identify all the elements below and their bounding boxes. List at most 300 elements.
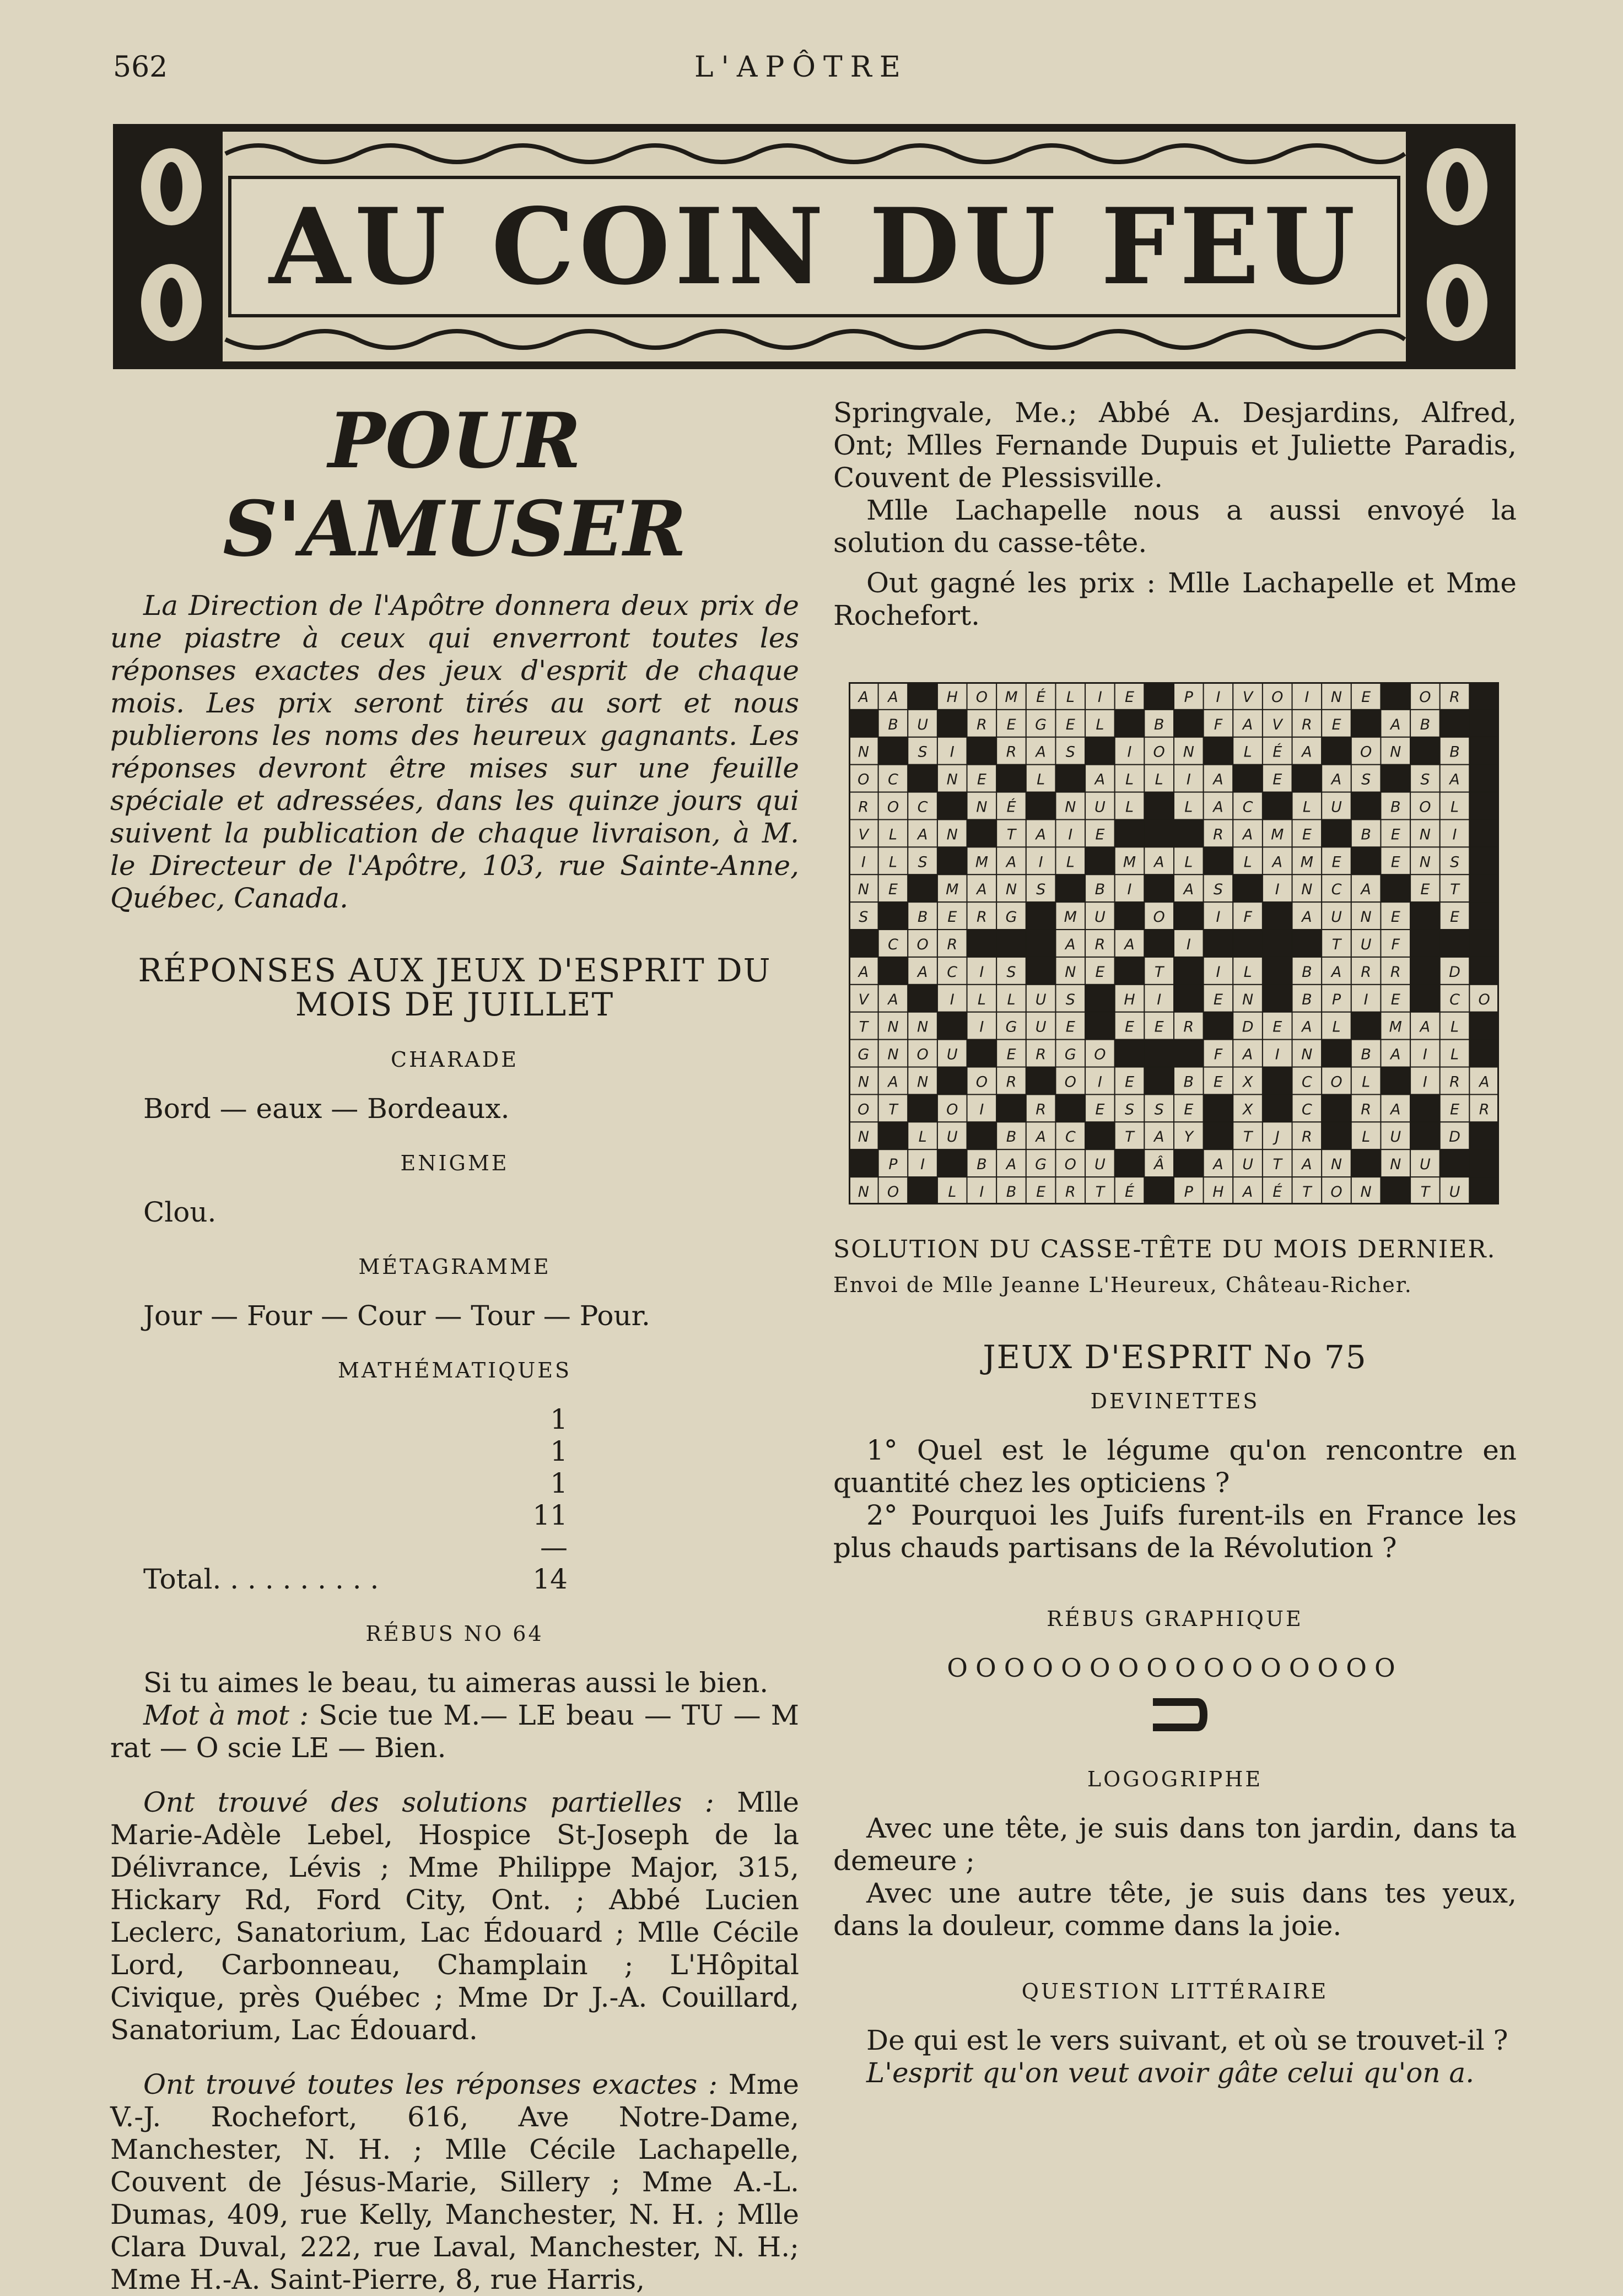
- grid-letter: I: [1216, 963, 1221, 981]
- grid-letter: U: [1242, 1156, 1253, 1174]
- grid-letter: D: [1449, 963, 1460, 981]
- grid-black-cell: [1115, 819, 1145, 847]
- grid-black-cell: [1204, 930, 1233, 957]
- grid-letter: G: [1064, 1046, 1076, 1063]
- grid-letter: V: [858, 991, 869, 1008]
- grid-letter: A: [1302, 1156, 1312, 1174]
- left-column: [110, 397, 799, 2296]
- grid-black-cell: [1410, 902, 1440, 930]
- grid-letter: U: [946, 1046, 958, 1063]
- grid-letter: L: [977, 991, 986, 1008]
- grid-black-cell: [908, 985, 937, 1012]
- grid-letter: O: [887, 1184, 899, 1201]
- grid-letter: A: [1331, 771, 1342, 788]
- grid-letter: R: [1361, 1101, 1372, 1119]
- grid-black-cell: [967, 737, 997, 765]
- grid-letter: L: [1243, 743, 1252, 761]
- grid-black-cell: [1263, 1067, 1292, 1095]
- grid-black-cell: [1115, 902, 1145, 930]
- grid-letter: R: [858, 798, 869, 816]
- grid-letter: A: [1153, 853, 1164, 871]
- grid-black-cell: [1469, 682, 1499, 710]
- grid-letter: T: [1302, 1184, 1312, 1201]
- grid-letter: S: [1449, 853, 1460, 871]
- grid-letter: R: [1449, 688, 1460, 706]
- grid-letter: B: [1302, 991, 1312, 1008]
- grid-letter: L: [1362, 1128, 1371, 1146]
- grid-letter: B: [1390, 798, 1401, 816]
- grid-letter: I: [979, 1101, 984, 1119]
- grid-letter: S: [918, 853, 928, 871]
- grid-letter: A: [1036, 743, 1046, 761]
- grid-black-cell: [937, 847, 967, 874]
- charade-heading: CHARADE: [391, 1047, 519, 1072]
- grid-letter: O: [916, 1046, 929, 1063]
- enigme-answer: Clou.: [143, 1196, 217, 1228]
- grid-black-cell: [878, 902, 908, 930]
- grid-black-cell: [1469, 1149, 1499, 1177]
- grid-letter: C: [1065, 1128, 1076, 1146]
- grid-letter: M: [1064, 909, 1077, 926]
- grid-letter: A: [1331, 963, 1342, 981]
- grid-letter: P: [888, 1156, 898, 1174]
- grid-letter: R: [976, 716, 987, 733]
- grid-letter: N: [1419, 826, 1431, 844]
- grid-black-cell: [878, 957, 908, 985]
- grid-letter: N: [858, 743, 869, 761]
- grid-letter: B: [1302, 963, 1312, 981]
- grid-letter: L: [1125, 771, 1134, 788]
- grid-letter: N: [1330, 688, 1342, 706]
- grid-letter: L: [1066, 688, 1075, 706]
- grid-letter: O: [1064, 1073, 1076, 1091]
- question-text: De qui est le vers suivant, et où se trouvet-il ?: [866, 2024, 1508, 2056]
- grid-letter: E: [1213, 1073, 1223, 1091]
- grid-letter: A: [1272, 853, 1282, 871]
- math-lines: [110, 1403, 799, 1563]
- rebus-hook-icon: [833, 1695, 1517, 1741]
- grid-letter: M: [975, 853, 989, 871]
- grid-black-cell: [878, 1122, 908, 1149]
- grid-black-cell: [1144, 1177, 1174, 1204]
- grid-black-cell: [1322, 819, 1351, 847]
- grid-black-cell: [1144, 682, 1174, 710]
- grid-letter: E: [1331, 853, 1341, 871]
- grid-letter: É: [1125, 1184, 1135, 1201]
- grid-letter: U: [1094, 909, 1106, 926]
- grid-black-cell: [908, 765, 937, 792]
- grid-letter: A: [888, 1073, 898, 1091]
- grid-letter: R: [1006, 743, 1017, 761]
- grid-letter: A: [977, 881, 987, 899]
- grid-black-cell: [1263, 957, 1292, 985]
- grid-letter: C: [888, 936, 898, 953]
- grid-letter: H: [946, 688, 958, 706]
- grid-black-cell: [1469, 765, 1499, 792]
- grid-letter: M: [1389, 1018, 1402, 1036]
- grid-black-cell: [1174, 1149, 1204, 1177]
- grid-letter: S: [1006, 963, 1016, 981]
- grid-letter: N: [1390, 743, 1401, 761]
- grid-letter: E: [1095, 1101, 1105, 1119]
- grid-black-cell: [1144, 819, 1174, 847]
- grid-letter: O: [1419, 798, 1431, 816]
- grid-black-cell: [1469, 930, 1499, 957]
- grid-letter: I: [1186, 936, 1191, 953]
- grid-letter: R: [1183, 1018, 1194, 1036]
- grid-letter: H: [1212, 1184, 1224, 1201]
- grid-black-cell: [1263, 985, 1292, 1012]
- question-verse: L'esprit qu'on veut avoir gâte celui qu'on a.: [866, 2057, 1475, 2089]
- grid-letter: R: [1036, 1101, 1047, 1119]
- grid-letter: T: [1420, 1184, 1430, 1201]
- grid-letter: E: [1272, 1018, 1282, 1036]
- grid-letter: A: [1302, 1018, 1312, 1036]
- grid-black-cell: [1351, 1149, 1381, 1177]
- lachapelle-note: Mlle Lachapelle nous a aussi envoyé la solution du casse-tête.: [833, 494, 1517, 559]
- grid-black-cell: [1469, 1040, 1499, 1067]
- grid-black-cell: [1115, 1040, 1145, 1067]
- grid-black-cell: [1026, 1067, 1056, 1095]
- rebus-word-for-word: [110, 1699, 799, 1764]
- grid-black-cell: [1351, 847, 1381, 874]
- grid-letter: J: [1275, 1128, 1280, 1146]
- grid-black-cell: [996, 930, 1026, 957]
- math-line: 11: [532, 1499, 568, 1531]
- grid-letter: I: [1127, 743, 1132, 761]
- grid-letter: L: [1037, 771, 1045, 788]
- charade-answer: Bord — eaux — Bordeaux.: [143, 1093, 510, 1125]
- grid-letter: M: [1300, 853, 1314, 871]
- grid-black-cell: [1174, 957, 1204, 985]
- grid-black-cell: [1174, 902, 1204, 930]
- crossword-grid: [849, 682, 1499, 1204]
- grid-black-cell: [1410, 1094, 1440, 1122]
- grid-letter: S: [1124, 1101, 1135, 1119]
- grid-black-cell: [1410, 737, 1440, 765]
- grid-letter: I: [1157, 991, 1162, 1008]
- grid-letter: N: [1065, 963, 1076, 981]
- grid-letter: U: [946, 1128, 958, 1146]
- grid-letter: B: [1006, 1128, 1017, 1146]
- grid-letter: I: [1422, 1073, 1427, 1091]
- grid-black-cell: [1469, 710, 1499, 737]
- grid-letter: É: [1036, 688, 1046, 706]
- grid-letter: O: [858, 1101, 870, 1119]
- grid-letter: E: [1184, 1101, 1194, 1119]
- grid-black-cell: [908, 682, 937, 710]
- grid-letter: E: [1006, 1046, 1016, 1063]
- rebus-answer: Si tu aimes le beau, tu aimeras aussi le bien.: [143, 1667, 769, 1699]
- grid-letter: N: [1242, 991, 1254, 1008]
- grid-letter: C: [888, 771, 898, 788]
- grid-black-cell: [937, 1012, 967, 1040]
- grid-black-cell: [1440, 1149, 1470, 1177]
- grid-letter: I: [1097, 688, 1102, 706]
- grid-letter: U: [1094, 798, 1106, 816]
- math-total-row: [110, 1563, 799, 1596]
- grid-black-cell: [1085, 985, 1115, 1012]
- grid-letter: A: [1390, 1046, 1401, 1063]
- partial-label: Ont trouvé des solutions partielles :: [143, 1786, 714, 1818]
- grid-letter: A: [1390, 1101, 1401, 1119]
- logogriphe-heading: LOGOGRIPHE: [1087, 1767, 1263, 1791]
- math-line: 1: [550, 1403, 568, 1435]
- grid-letter: I: [1275, 1046, 1280, 1063]
- grid-letter: B: [917, 909, 928, 926]
- grid-letter: A: [1449, 771, 1460, 788]
- grid-letter: M: [1271, 826, 1284, 844]
- grid-letter: N: [858, 881, 869, 899]
- grid-black-cell: [1026, 957, 1056, 985]
- grid-letter: A: [1183, 881, 1194, 899]
- ornamental-banner: [113, 124, 1516, 369]
- grid-black-cell: [1410, 985, 1440, 1012]
- grid-black-cell: [878, 737, 908, 765]
- grid-letter: E: [1450, 909, 1460, 926]
- grid-letter: O: [1271, 688, 1284, 706]
- metagramme-answer: Jour — Four — Cour — Tour — Pour.: [143, 1300, 650, 1332]
- grid-letter: U: [1331, 798, 1342, 816]
- grid-letter: A: [917, 963, 928, 981]
- grid-black-cell: [1204, 1012, 1233, 1040]
- grid-letter: R: [1301, 1128, 1312, 1146]
- grid-letter: L: [1332, 1018, 1341, 1036]
- grid-letter: N: [1183, 743, 1194, 761]
- grid-black-cell: [1469, 902, 1499, 930]
- grid-black-cell: [967, 930, 997, 957]
- grid-black-cell: [937, 792, 967, 820]
- grid-letter: T: [1006, 826, 1016, 844]
- grid-letter: L: [948, 1184, 957, 1201]
- exact-text: Mme V.-J. Rochefort, 616, Ave Notre-Dame, Manchester, N. H. ; Mlle Cécile Lachapelle, Couvent de Jésus-Marie, Sillery ; Mme A.-L. Dumas, 409, rue Kelly, Manchester, N. H. ; Mlle Clara Duval, 222, rue Laval, Manchester, N. H.; Mme H.-A. Saint-Pierre, 8, rue Harris,: [110, 2068, 800, 2295]
- grid-letter: A: [1361, 881, 1371, 899]
- grid-black-cell: [1469, 1012, 1499, 1040]
- right-column-top: [833, 397, 1517, 632]
- grid-letter: L: [1243, 853, 1252, 871]
- grid-letter: L: [1125, 798, 1134, 816]
- logogriphe-line-2: Avec une autre tête, je suis dans tes yeux, dans la douleur, comme dans la joie.: [833, 1877, 1517, 1942]
- grid-black-cell: [1410, 930, 1440, 957]
- grid-letter: E: [1390, 909, 1400, 926]
- winners-note: Out gagné les prix : Mlle Lachapelle et Mme Rochefort.: [833, 567, 1517, 631]
- grid-letter: E: [1125, 688, 1135, 706]
- grid-black-cell: [937, 710, 967, 737]
- grid-letter: N: [946, 826, 958, 844]
- grid-black-cell: [1144, 792, 1174, 820]
- grid-letter: E: [1036, 1184, 1046, 1201]
- grid-black-cell: [937, 1067, 967, 1095]
- grid-letter: L: [1066, 853, 1075, 871]
- grid-letter: L: [888, 826, 897, 844]
- grid-letter: Â: [1153, 1156, 1164, 1174]
- grid-letter: L: [918, 1128, 927, 1146]
- running-title: L'APÔTRE: [694, 51, 908, 84]
- grid-caption: SOLUTION DU CASSE-TÊTE DU MOIS DERNIER.: [833, 1235, 1496, 1263]
- grid-letter: S: [1213, 881, 1223, 899]
- grid-letter: T: [1272, 1156, 1282, 1174]
- question-heading: QUESTION LITTÉRAIRE: [1021, 1979, 1329, 2003]
- grid-letter: E: [947, 909, 957, 926]
- grid-letter: O: [1360, 743, 1372, 761]
- grid-black-cell: [1322, 1094, 1351, 1122]
- grid-black-cell: [1174, 819, 1204, 847]
- rebus-heading: RÉBUS NO 64: [365, 1622, 544, 1646]
- grid-letter: T: [1331, 936, 1341, 953]
- grid-black-cell: [1144, 874, 1174, 902]
- grid-letter: I: [1216, 909, 1221, 926]
- grid-letter: B: [1183, 1073, 1194, 1091]
- grid-letter: B: [1153, 716, 1164, 733]
- grid-letter: O: [1094, 1046, 1106, 1063]
- grid-black-cell: [908, 874, 937, 902]
- grid-black-cell: [996, 1094, 1026, 1122]
- grid-black-cell: [1263, 930, 1292, 957]
- grid-letter: G: [858, 1046, 870, 1063]
- grid-letter: N: [887, 1018, 899, 1036]
- grid-black-cell: [1381, 765, 1410, 792]
- grid-letter: F: [1391, 936, 1400, 953]
- grid-letter: N: [1390, 1156, 1401, 1174]
- grid-letter: O: [1153, 743, 1165, 761]
- grid-letter: L: [1362, 1073, 1371, 1091]
- grid-black-cell: [1292, 765, 1322, 792]
- grid-letter: R: [976, 909, 987, 926]
- grid-letter: S: [1361, 771, 1371, 788]
- grid-black-cell: [1381, 682, 1410, 710]
- grid-letter: I: [1363, 991, 1368, 1008]
- grid-letter: E: [1065, 716, 1075, 733]
- grid-letter: E: [888, 881, 898, 899]
- grid-letter: C: [1449, 991, 1460, 1008]
- grid-letter: B: [1094, 881, 1106, 899]
- grid-letter: V: [1272, 716, 1282, 733]
- grid-black-cell: [1469, 819, 1499, 847]
- grid-letter: C: [917, 798, 928, 816]
- grid-letter: A: [1390, 716, 1401, 733]
- grid-black-cell: [1351, 1012, 1381, 1040]
- grid-letter: D: [1449, 1128, 1460, 1146]
- grid-letter: L: [1451, 1018, 1459, 1036]
- grid-letter: A: [1242, 1184, 1253, 1201]
- grid-letter: N: [887, 1046, 899, 1063]
- grid-letter: U: [1035, 1018, 1047, 1036]
- grid-letter: N: [1330, 1156, 1342, 1174]
- devinette-2: 2° Pourquoi les Juifs furent-ils en France les plus chauds partisans de la Révolution ?: [833, 1499, 1517, 1564]
- grid-letter: A: [858, 963, 869, 981]
- rebus-mot-text: Scie tue M.— LE beau — TU — M rat — O scie LE — Bien.: [110, 1699, 799, 1764]
- grid-letter: N: [1005, 881, 1017, 899]
- grid-letter: B: [1361, 826, 1371, 844]
- grid-letter: O: [1419, 688, 1431, 706]
- grid-letter: B: [1420, 716, 1431, 733]
- math-line: 1: [550, 1467, 568, 1499]
- grid-letter: E: [1361, 688, 1371, 706]
- grid-black-cell: [1469, 957, 1499, 985]
- grid-letter: E: [1095, 826, 1105, 844]
- grid-black-cell: [1263, 902, 1292, 930]
- grid-letter: E: [1302, 826, 1312, 844]
- grid-letter: S: [1420, 771, 1430, 788]
- grid-letter: C: [947, 963, 958, 981]
- grid-letter: L: [1451, 798, 1459, 816]
- grid-letter: É: [1272, 743, 1282, 761]
- grid-letter: L: [1155, 771, 1163, 788]
- grid-black-cell: [1026, 930, 1056, 957]
- grid-black-cell: [1263, 792, 1292, 820]
- grid-letter: S: [859, 909, 869, 926]
- grid-letter: U: [1035, 991, 1047, 1008]
- grid-letter: A: [1006, 1156, 1017, 1174]
- grid-letter: X: [1242, 1073, 1253, 1091]
- page-number: 562: [113, 51, 168, 84]
- grid-letter: U: [1094, 1156, 1106, 1174]
- grid-letter: G: [1005, 1018, 1017, 1036]
- grid-letter: O: [858, 771, 870, 788]
- grid-letter: N: [858, 1184, 869, 1201]
- grid-black-cell: [1115, 957, 1145, 985]
- grid-letter: E: [1125, 1073, 1135, 1091]
- grid-letter: L: [1096, 716, 1104, 733]
- grid-letter: I: [979, 1018, 984, 1036]
- grid-letter: I: [1127, 881, 1132, 899]
- grid-letter: O: [975, 688, 988, 706]
- grid-letter: A: [1213, 798, 1223, 816]
- grid-black-cell: [1469, 847, 1499, 874]
- grid-letter: L: [1184, 853, 1193, 871]
- grid-letter: C: [1301, 1073, 1312, 1091]
- grid-letter: N: [916, 1018, 929, 1036]
- grid-black-cell: [967, 1040, 997, 1067]
- grid-letter: R: [1449, 1073, 1460, 1091]
- grid-black-cell: [1351, 710, 1381, 737]
- grid-black-cell: [1026, 902, 1056, 930]
- grid-letter: U: [1420, 1156, 1431, 1174]
- grid-letter: P: [1184, 688, 1193, 706]
- grid-black-cell: [849, 710, 878, 737]
- grid-black-cell: [1174, 710, 1204, 737]
- grid-letter: N: [1301, 1046, 1313, 1063]
- grid-letter: G: [1035, 716, 1047, 733]
- grid-black-cell: [1026, 792, 1056, 820]
- grid-letter: M: [946, 881, 959, 899]
- banner-title: AU COIN DU FEU: [269, 185, 1360, 308]
- grid-black-cell: [1440, 710, 1470, 737]
- grid-letter: A: [1006, 853, 1017, 871]
- grid-letter: L: [1243, 963, 1252, 981]
- grid-letter: A: [888, 991, 898, 1008]
- grid-letter: I: [950, 991, 955, 1008]
- grid-black-cell: [1174, 985, 1204, 1012]
- grid-letter: G: [1005, 909, 1017, 926]
- grid-letter: B: [888, 716, 898, 733]
- grid-black-cell: [1055, 765, 1085, 792]
- intro-paragraph: La Direction de l'Apôtre donnera deux prix de une piastre à ceux qui enverront toutes les réponses exactes des jeux d'esprit de chaque mois. Les prix seront tirés au sort et nous publierons les noms des heureux gagnants. Les réponses devront être mises sur une feuille spéciale et adressées, dans les quinze jours qui suivent la publication de chaque livraison, à M. le Directeur de l'Apôtre, 103, rue Sainte-Anne, Québec, Canada.: [110, 590, 799, 914]
- grid-letter: F: [1243, 909, 1252, 926]
- grid-black-cell: [1469, 1177, 1499, 1204]
- grid-letter: A: [1242, 716, 1253, 733]
- grid-letter: O: [916, 936, 929, 953]
- math-line: 1: [550, 1435, 568, 1467]
- rebus-graphique-letters: OOOOOOOOOOOOOOOO: [947, 1653, 1403, 1683]
- grid-letter: I: [1304, 688, 1309, 706]
- grid-letter: I: [1216, 688, 1221, 706]
- grid-letter: R: [1361, 963, 1372, 981]
- grid-letter: B: [977, 1156, 987, 1174]
- grid-letter: E: [1006, 716, 1016, 733]
- grid-letter: F: [1214, 716, 1223, 733]
- grid-letter: R: [1479, 1101, 1490, 1119]
